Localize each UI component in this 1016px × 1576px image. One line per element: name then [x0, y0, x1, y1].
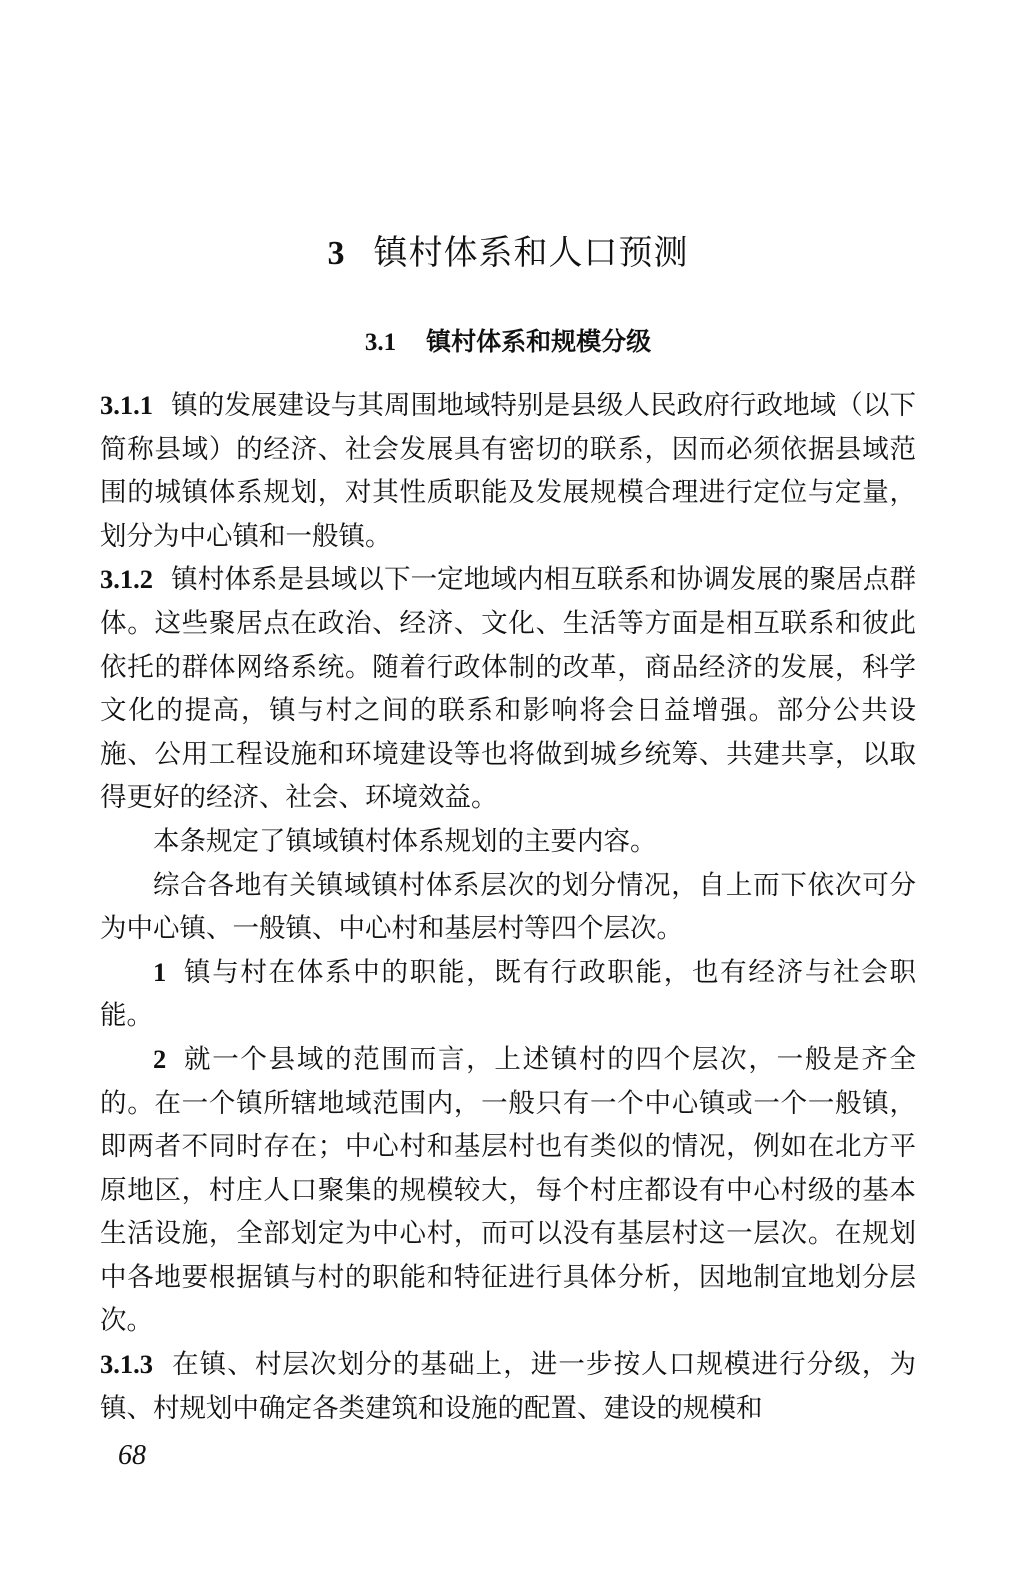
page-number: 68 — [118, 1440, 146, 1471]
chapter-number: 3 — [327, 235, 346, 272]
chapter-title — [0, 228, 1016, 279]
body-text — [100, 384, 916, 1430]
clause-number: 3.1.2 — [100, 564, 153, 595]
section-title-text: 镇村体系和规模分级 — [426, 327, 652, 356]
clause-number: 3.1.3 — [100, 1349, 153, 1380]
paragraph — [100, 864, 916, 951]
clause-3-1-3 — [100, 1343, 916, 1430]
list-item-2 — [100, 1038, 916, 1343]
item-text: 就一个县域的范围而言，上述镇村的四个层次，一般是齐全的。在一个镇所辖地域范围内，一般只有一个中心镇或一个一般镇，即两者不同时存在；中心村和基层村也有类似的情况，例如在北方平原地区，村庄人口聚集的规模较大，每个村庄都设有中心村级的基本生活设施，全部划定为中心村，而可以没有基层村这一层次。在规划中各地要根据镇与村的职能和特征进行具体分析，因地制宜地划分层次。 — [100, 1043, 916, 1337]
paragraph — [100, 820, 916, 864]
clause-3-1-1 — [100, 384, 916, 558]
item-text: 镇与村在体系中的职能，既有行政职能，也有经济与社会职能。 — [100, 956, 916, 1032]
section-number: 3.1 — [364, 329, 397, 356]
clause-text: 在镇、村层次划分的基础上，进一步按人口规模进行分级，为镇、村规划中确定各类建筑和设施的配置、建设的规模和 — [100, 1349, 916, 1424]
paragraph-text: 综合各地有关镇域镇村体系层次的划分情况，自上而下依次可分为中心镇、一般镇、中心村和基层村等四个层次。 — [100, 869, 916, 945]
list-item-1 — [100, 951, 916, 1038]
item-number: 2 — [153, 1043, 167, 1074]
clause-text: 镇的发展建设与其周围地域特别是县级人民政府行政地域（以下简称县域）的经济、社会发展具有密切的联系，因而必须依据县域范围的城镇体系规划，对其性质职能及发展规模合理进行定位与定量，划分为中心镇和一般镇。 — [100, 390, 916, 552]
clause-text: 镇村体系是县域以下一定地域内相互联系和协调发展的聚居点群体。这些聚居点在政治、经济、文化、生活等方面是相互联系和彼此依托的群体网络系统。随着行政体制的改革，商品经济的发展，科学文化的提高，镇与村之间的联系和影响将会日益增强。部分公共设施、公用工程设施和环境建设等也将做到城乡统筹、共建共享，以取得更好的经济、社会、环境效益。 — [100, 564, 916, 814]
section-title — [0, 322, 1016, 363]
clause-3-1-2 — [100, 558, 916, 820]
item-number: 1 — [153, 956, 167, 987]
paragraph-text: 本条规定了镇域镇村体系规划的主要内容。 — [153, 825, 657, 857]
clause-number: 3.1.1 — [100, 390, 153, 420]
chapter-title-text: 镇村体系和人口预测 — [373, 233, 689, 273]
